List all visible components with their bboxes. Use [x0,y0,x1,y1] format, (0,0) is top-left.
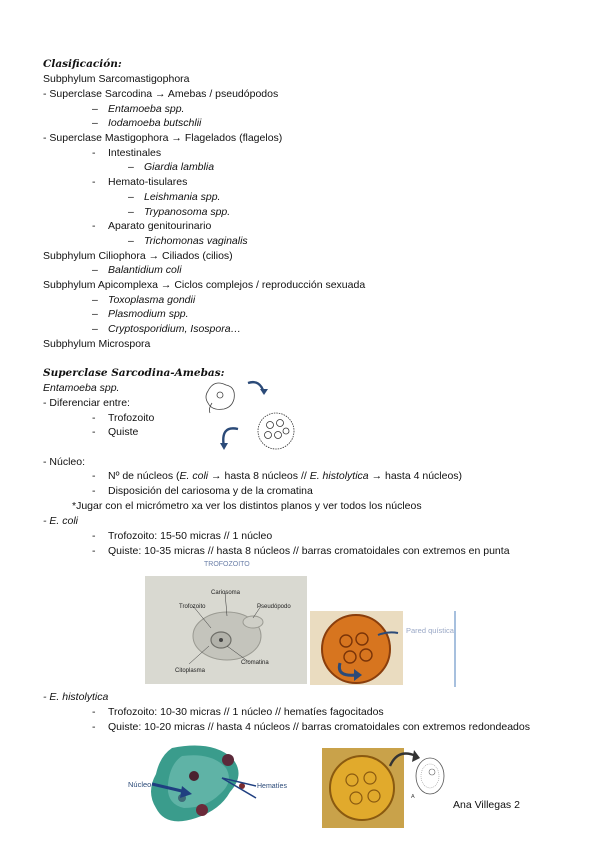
list-item: - Trofozoito: 15-50 micras // 1 núcleo [92,530,273,542]
e-coli-heading: - E. coli [43,515,79,527]
pared-quistica-label: Pared quística [406,626,454,635]
clasificacion-heading: Clasificación: [43,58,122,70]
list-item: – Plasmodium spp. [92,308,189,320]
sarcodina-heading: Superclase Sarcodina-Amebas: [43,367,225,379]
subphylum-microspora: Subphylum Microspora [43,338,151,350]
subphylum-ciliophora: Subphylum Ciliophora → Ciliados (cilios) [43,250,233,262]
superclase-mastigophora: - Superclase Mastigophora → Flagelados (flagelos) [43,132,283,144]
e-coli-quiste-micrograph [310,611,403,685]
e-coli-trofozoito-micrograph [145,576,307,684]
list-item: – Trypanosoma spp. [128,206,231,218]
list-item: - Trofozoito [92,412,155,424]
list-item: - Nº de núcleos (E. coli → hasta 8 núcleos // E. histolytica → hasta 4 núcleos) [92,470,463,482]
list-item: - Hemato-tisulares [92,176,188,188]
list-item: - Intestinales [92,147,162,159]
diferenciar-label: - Diferenciar entre: [43,397,130,409]
list-item: – Cryptosporidium, Isospora… [92,323,242,335]
list-item: - Aparato genitourinario [92,220,212,232]
list-item: - Quiste [92,426,139,438]
list-item: - Quiste: 10-20 micras // hasta 4 núcleos // barras cromatoidales con extremos redondeados [92,721,530,733]
list-item: – Giardia lamblia [128,161,215,173]
quiste-sketch [388,746,448,802]
micro-label: Pseudópodo [257,604,291,610]
entamoeba-label: Entamoeba spp. [43,382,120,394]
list-item: - Quiste: 10-35 micras // hasta 8 núcleos // barras cromatoidales con extremos en punta [92,545,510,557]
page-number: 2 [514,799,520,811]
list-item: – Entamoeba spp. [92,103,185,115]
micro-label: Cromatina [241,660,269,666]
micro-label: Citoplasma [175,668,206,674]
hematies-arrow-label: Hematíes [257,783,287,790]
subphylum-apicomplexa: Subphylum Apicomplexa → Ciclos complejos / reproducción sexuada [43,279,366,291]
list-item: – Toxoplasma gondii [92,294,196,306]
superclase-sarcodina: - Superclase Sarcodina → Amebas / pseudópodos [43,88,279,100]
trofozoito-caption: TROFOZOITO [204,561,250,568]
subphylum-sarcomastigophora: Subphylum Sarcomastigophora [43,73,190,85]
micrometro-note: *Jugar con el micrómetro xa ver los distintos planos y ver todos los núcleos [72,500,422,512]
e-histolytica-heading: - E. histolytica [43,691,109,703]
nucleo-label: - Núcleo: [43,456,86,468]
amoeba-cycle-sketch [198,373,308,457]
micro-label: Trofozoito [179,604,206,610]
nucleo-arrow-label: Núcleo [128,780,152,789]
footer [453,798,520,813]
author-name: Ana Villegas [453,799,512,811]
list-item: - Trofozoito: 10-30 micras // 1 núcleo // hematíes fagocitados [92,706,384,718]
blue-divider [454,611,456,687]
list-item: - Disposición del cariosoma y de la cromatina [92,485,313,497]
sketch-letter: A [411,794,415,800]
list-item: – Trichomonas vaginalis [128,235,248,247]
list-item: – Balantidium coli [92,264,182,276]
list-item: – Iodamoeba butschlii [92,117,202,129]
list-item: – Leishmania spp. [128,191,221,203]
micro-label: Cariosoma [211,590,241,596]
